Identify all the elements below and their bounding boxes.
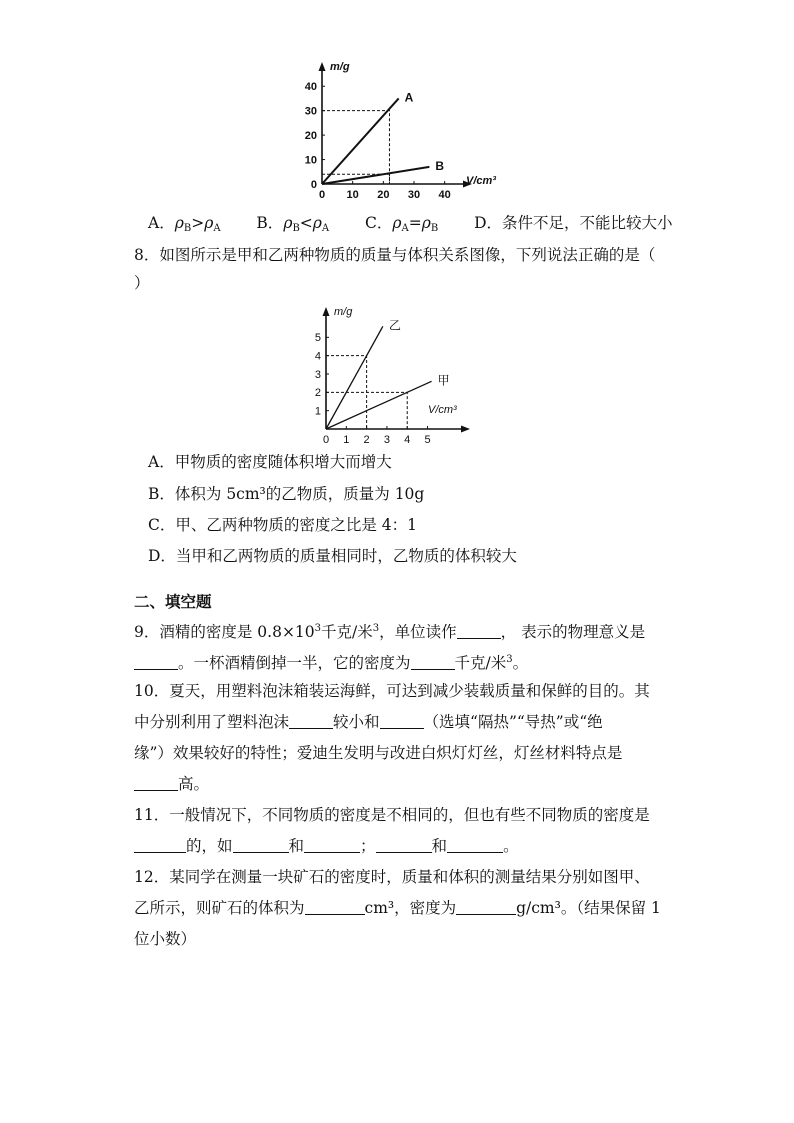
y-axis-label: m/g: [334, 306, 353, 318]
section-title-fill-blank: 二、填空题: [134, 592, 212, 611]
x-tick-label: 0: [318, 189, 326, 201]
q7-option-a[interactable]: A．$\rho_B>\rho_A$: [148, 214, 221, 234]
q12-blank-density[interactable]: [456, 899, 516, 915]
q8-stem-line2: ）: [134, 274, 150, 292]
chart2-plot: [315, 306, 470, 446]
x-axis-label: V/cm³: [428, 404, 457, 416]
series-line-乙: [326, 326, 383, 429]
q10-blank-1[interactable]: [289, 713, 333, 729]
q7-option-b[interactable]: B．$\rho_B<\rho_A$: [256, 214, 330, 234]
series-label: 乙: [388, 318, 401, 333]
q11-blank-4[interactable]: [376, 837, 432, 853]
y-tick-label: 1: [314, 405, 321, 418]
series-line-B: [322, 167, 429, 184]
y-tick-label: 10: [304, 154, 317, 167]
x-axis-label: V/cm³: [466, 175, 496, 187]
series-label: B: [435, 158, 445, 173]
x-tick-label: 40: [438, 189, 451, 201]
y-axis-arrow: [319, 62, 326, 71]
q11-blank-2[interactable]: [233, 837, 289, 853]
y-tick-label: 30: [304, 105, 317, 118]
q11-blank-3[interactable]: [304, 837, 360, 853]
y-axis-arrow: [323, 307, 330, 316]
q12-line3: 位小数）: [134, 930, 197, 948]
y-tick-label: 4: [314, 350, 321, 363]
x-tick-label: 2: [363, 434, 370, 446]
q10-blank-2[interactable]: [380, 713, 424, 729]
q9-line1: 9．酒精的密度是 $0.8\times 10^3$千克/米$^3$，单位读作 ， 表示的物理意义是: [134, 623, 646, 641]
x-tick-label: 20: [377, 189, 390, 201]
q7-option-d[interactable]: D．条件不足，不能比较大小: [474, 214, 673, 232]
y-tick-label: 40: [304, 81, 317, 94]
x-tick-label: 10: [346, 189, 359, 201]
y-tick-label: 3: [314, 368, 321, 381]
x-tick-label: 3: [383, 434, 390, 446]
q12-line1: 12．某同学在测量一块矿石的密度时，质量和体积的测量结果分别如图甲、: [134, 868, 650, 886]
q10-line3: 缘”）效果较好的特性；爱迪生发明与改进白炽灯灯丝，灯丝材料特点是: [134, 744, 623, 762]
x-tick-label: 1: [343, 434, 350, 446]
series-label: 甲: [437, 373, 450, 388]
q10-line2: 中分别利用了塑料泡沫 较小和 （选填“隔热”“导热”或“绝: [134, 713, 603, 731]
x-tick-label: 4: [404, 434, 411, 446]
q10-blank-3[interactable]: [134, 775, 178, 791]
y-tick-label: 2: [314, 387, 321, 400]
y-tick-label: 5: [314, 332, 321, 345]
series-line-A: [322, 98, 399, 184]
series-label: A: [404, 90, 414, 105]
q8-option-c[interactable]: C．甲、乙两种物质的密度之比是 4：1: [148, 516, 418, 534]
density-graph-ab: [296, 58, 516, 208]
q11-blank-1[interactable]: [134, 837, 186, 853]
q11-line2: 的，如 和 ； 和 。: [134, 836, 519, 856]
q9-line2: 。一杯酒精倒掉一半，它的密度为 千克/米$^3$。: [134, 650, 528, 673]
q9-blank-reading[interactable]: [457, 623, 501, 639]
q8-option-b[interactable]: B．体积为 5cm³的乙物质，质量为 10g: [148, 485, 425, 503]
q12-line2: 乙所示，则矿石的体积为 cm³，密度为 g/cm³。（结果保留 1: [134, 899, 661, 917]
chart1-plot: [305, 61, 497, 201]
x-axis-arrow: [461, 426, 470, 433]
q10-line4: 高。: [134, 774, 209, 794]
x-tick-label: 5: [424, 434, 431, 446]
series-line-甲: [326, 381, 432, 429]
q7-options: [148, 213, 673, 239]
q9-blank-meaning[interactable]: [134, 654, 178, 670]
y-axis-label: m/g: [330, 61, 350, 73]
q7-option-c[interactable]: C．$\rho_A=\rho_B$: [365, 214, 439, 234]
x-tick-label: 0: [322, 434, 330, 446]
q8-stem-line1: 8．如图所示是甲和乙两种物质的质量与体积关系图像，下列说法正确的是（: [134, 246, 656, 264]
q8-option-a[interactable]: A．甲物质的密度随体积增大而增大: [148, 453, 392, 471]
q12-blank-volume[interactable]: [305, 899, 365, 915]
y-tick-label: 20: [304, 129, 317, 142]
q9-blank-density[interactable]: [411, 654, 455, 670]
density-graph-jia-yi: [310, 305, 480, 450]
q8-option-d[interactable]: D．当甲和乙两物质的质量相同时，乙物质的体积较大: [148, 547, 517, 565]
x-tick-label: 30: [407, 189, 421, 201]
q11-line1: 11．一般情况下，不同物质的密度是不相同的，但也有些不同物质的密度是: [134, 806, 650, 824]
q11-blank-5[interactable]: [447, 837, 503, 853]
y-tick-label: 0: [310, 178, 317, 191]
q10-line1: 10．夏天，用塑料泡沫箱装运海鲜，可达到减少装载质量和保鲜的目的。其: [134, 682, 650, 700]
